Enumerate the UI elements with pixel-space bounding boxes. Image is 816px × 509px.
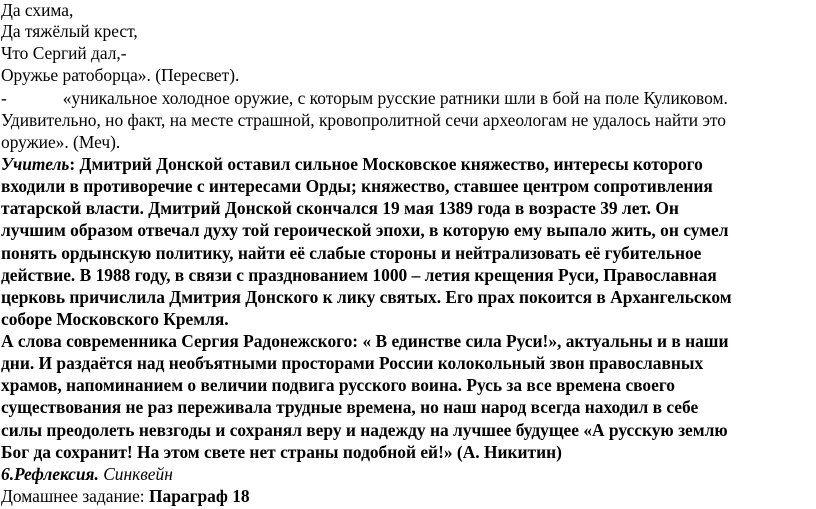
teacher-line-11: храмов, напоминанием о величии подвига русского воина. Русь за все времена своего [1,375,676,395]
poem-line-2: Да тяжёлый крест, [1,21,138,41]
teacher-label: Учитель [1,154,70,174]
teacher-line-7: церковь причислила Дмитрия Донского к лику святых. Его прах покоится в Архангельском [1,287,732,307]
riddle-line-1 [1,88,728,109]
teacher-line-1 [1,154,703,175]
teacher-text-1: Дмитрий Донской оставил сильное Московское княжество, интересы которого [75,154,703,174]
poem-line-4: Оружье ратоборца». (Пересвет). [1,65,240,85]
riddle-line-2: Удивительно, но факт, на месте страшной, кровопролитной сечи археологам не удалось найти это [1,110,726,130]
teacher-line-8: соборе Московского Кремля. [1,309,229,329]
riddle-dash: - [1,88,7,108]
homework-value: Параграф 18 [148,486,250,506]
riddle-line-3: оружие». (Меч). [1,132,121,152]
teacher-line-5: понять ордынскую политику, найти её слабые стороны и нейтрализовать её губительное [1,243,702,263]
teacher-line-14: Бог да сохранит! На этом свете нет страны подобной ей!» (А. Никитин) [1,442,562,462]
teacher-line-6: действие. В 1988 году, в связи с празднованием 1000 – летия крещения Руси, Православная [1,265,717,285]
teacher-line-2: входили в противоречие с интересами Орды; княжество, ставшее центром сопротивления [1,176,713,196]
teacher-line-13: силы преодолеть невзгоды и сохранял веру и надежду на лучшее будущее «А русскую землю [1,420,728,440]
homework-label: Домашнее задание: [1,486,149,506]
teacher-line-12: существования не раз переживала трудные времена, но наш народ всегда находил в себе [1,397,699,417]
teacher-colon: : [69,154,76,174]
reflection-line [1,464,173,485]
teacher-line-4: лучшим образом отвечал духу той героической эпохи, в которую ему выпало жить, он сумел [1,220,729,240]
riddle-text-1: «уникальное холодное оружие, с которым русские ратники шли в бой на поле Куликовом. [62,88,728,108]
teacher-line-10: дни. И раздаётся над необъятными просторами России колокольный звон православных [1,353,704,373]
teacher-line-9: А слова современника Сергия Радонежского: « В единстве сила Руси!», актуальны и в наши [1,331,729,351]
reflection-label: 6.Рефлексия. [1,464,99,484]
poem-line-1: Да схима, [1,0,74,20]
teacher-line-3: татарской власти. Дмитрий Донской скончался 19 мая 1389 года в возрасте 39 лет. Он [1,198,679,218]
homework-line [1,486,250,507]
poem-line-3: Что Сергий дал,- [1,43,127,63]
reflection-value: Синквейн [103,464,173,484]
